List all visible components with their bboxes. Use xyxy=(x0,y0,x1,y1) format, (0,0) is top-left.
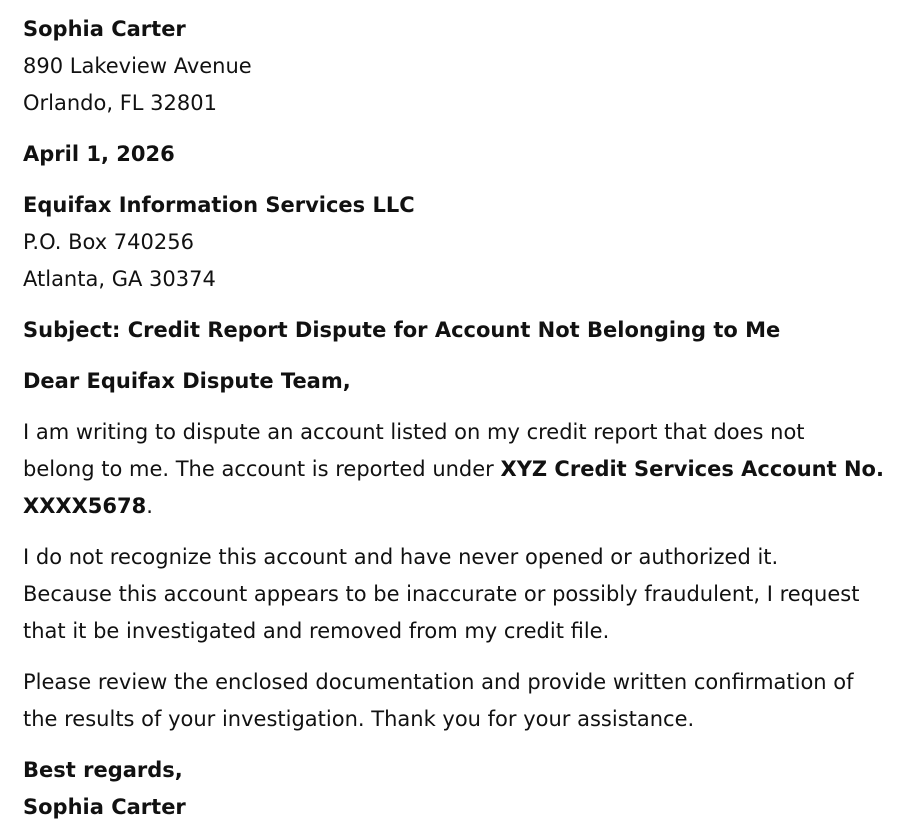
recipient-name: Equifax Information Services LLC xyxy=(23,193,415,217)
valediction: Best regards, xyxy=(23,758,183,782)
body-paragraph-2 xyxy=(23,539,876,650)
closing-block xyxy=(23,752,876,826)
letter-date: April 1, 2026 xyxy=(23,142,175,166)
salutation: Dear Equifax Dispute Team, xyxy=(23,369,351,393)
recipient-po-box: P.O. Box 740256 xyxy=(23,230,194,254)
paragraph-1-line-2-text: belong to me. The account is reported under xyxy=(23,457,501,481)
body-paragraph-3 xyxy=(23,664,876,738)
salutation-block xyxy=(23,363,876,400)
account-number: XXXX5678 xyxy=(23,494,147,518)
paragraph-2-line-3: that it be investigated and removed from my credit file. xyxy=(23,619,610,643)
letter-date-block xyxy=(23,136,876,173)
sender-city-state-zip: Orlando, FL 32801 xyxy=(23,91,217,115)
paragraph-1-line-1: I am writing to dispute an account listed on my credit report that does not xyxy=(23,420,805,444)
paragraph-1-line-2 xyxy=(23,451,884,488)
body-paragraph-1 xyxy=(23,414,884,525)
paragraph-2-line-2: Because this account appears to be inaccurate or possibly fraudulent, I request xyxy=(23,582,860,606)
paragraph-2-line-1: I do not recognize this account and have never opened or authorized it. xyxy=(23,545,779,569)
sender-street: 890 Lakeview Avenue xyxy=(23,54,252,78)
signature-name: Sophia Carter xyxy=(23,795,186,819)
paragraph-1-line-3-text: . xyxy=(146,494,153,518)
recipient-city-state-zip: Atlanta, GA 30374 xyxy=(23,267,216,291)
paragraph-1-line-3 xyxy=(23,488,876,525)
recipient-address xyxy=(23,187,876,298)
subject-block xyxy=(23,312,876,349)
sender-address xyxy=(23,11,876,122)
paragraph-3-line-1: Please review the enclosed documentation and provide written confirmation of xyxy=(23,670,854,694)
sender-name: Sophia Carter xyxy=(23,17,186,41)
paragraph-3-line-2: the results of your investigation. Thank you for your assistance. xyxy=(23,707,695,731)
subject-line: Subject: Credit Report Dispute for Account Not Belonging to Me xyxy=(23,318,781,342)
account-reference: XYZ Credit Services Account No. xyxy=(500,457,884,481)
